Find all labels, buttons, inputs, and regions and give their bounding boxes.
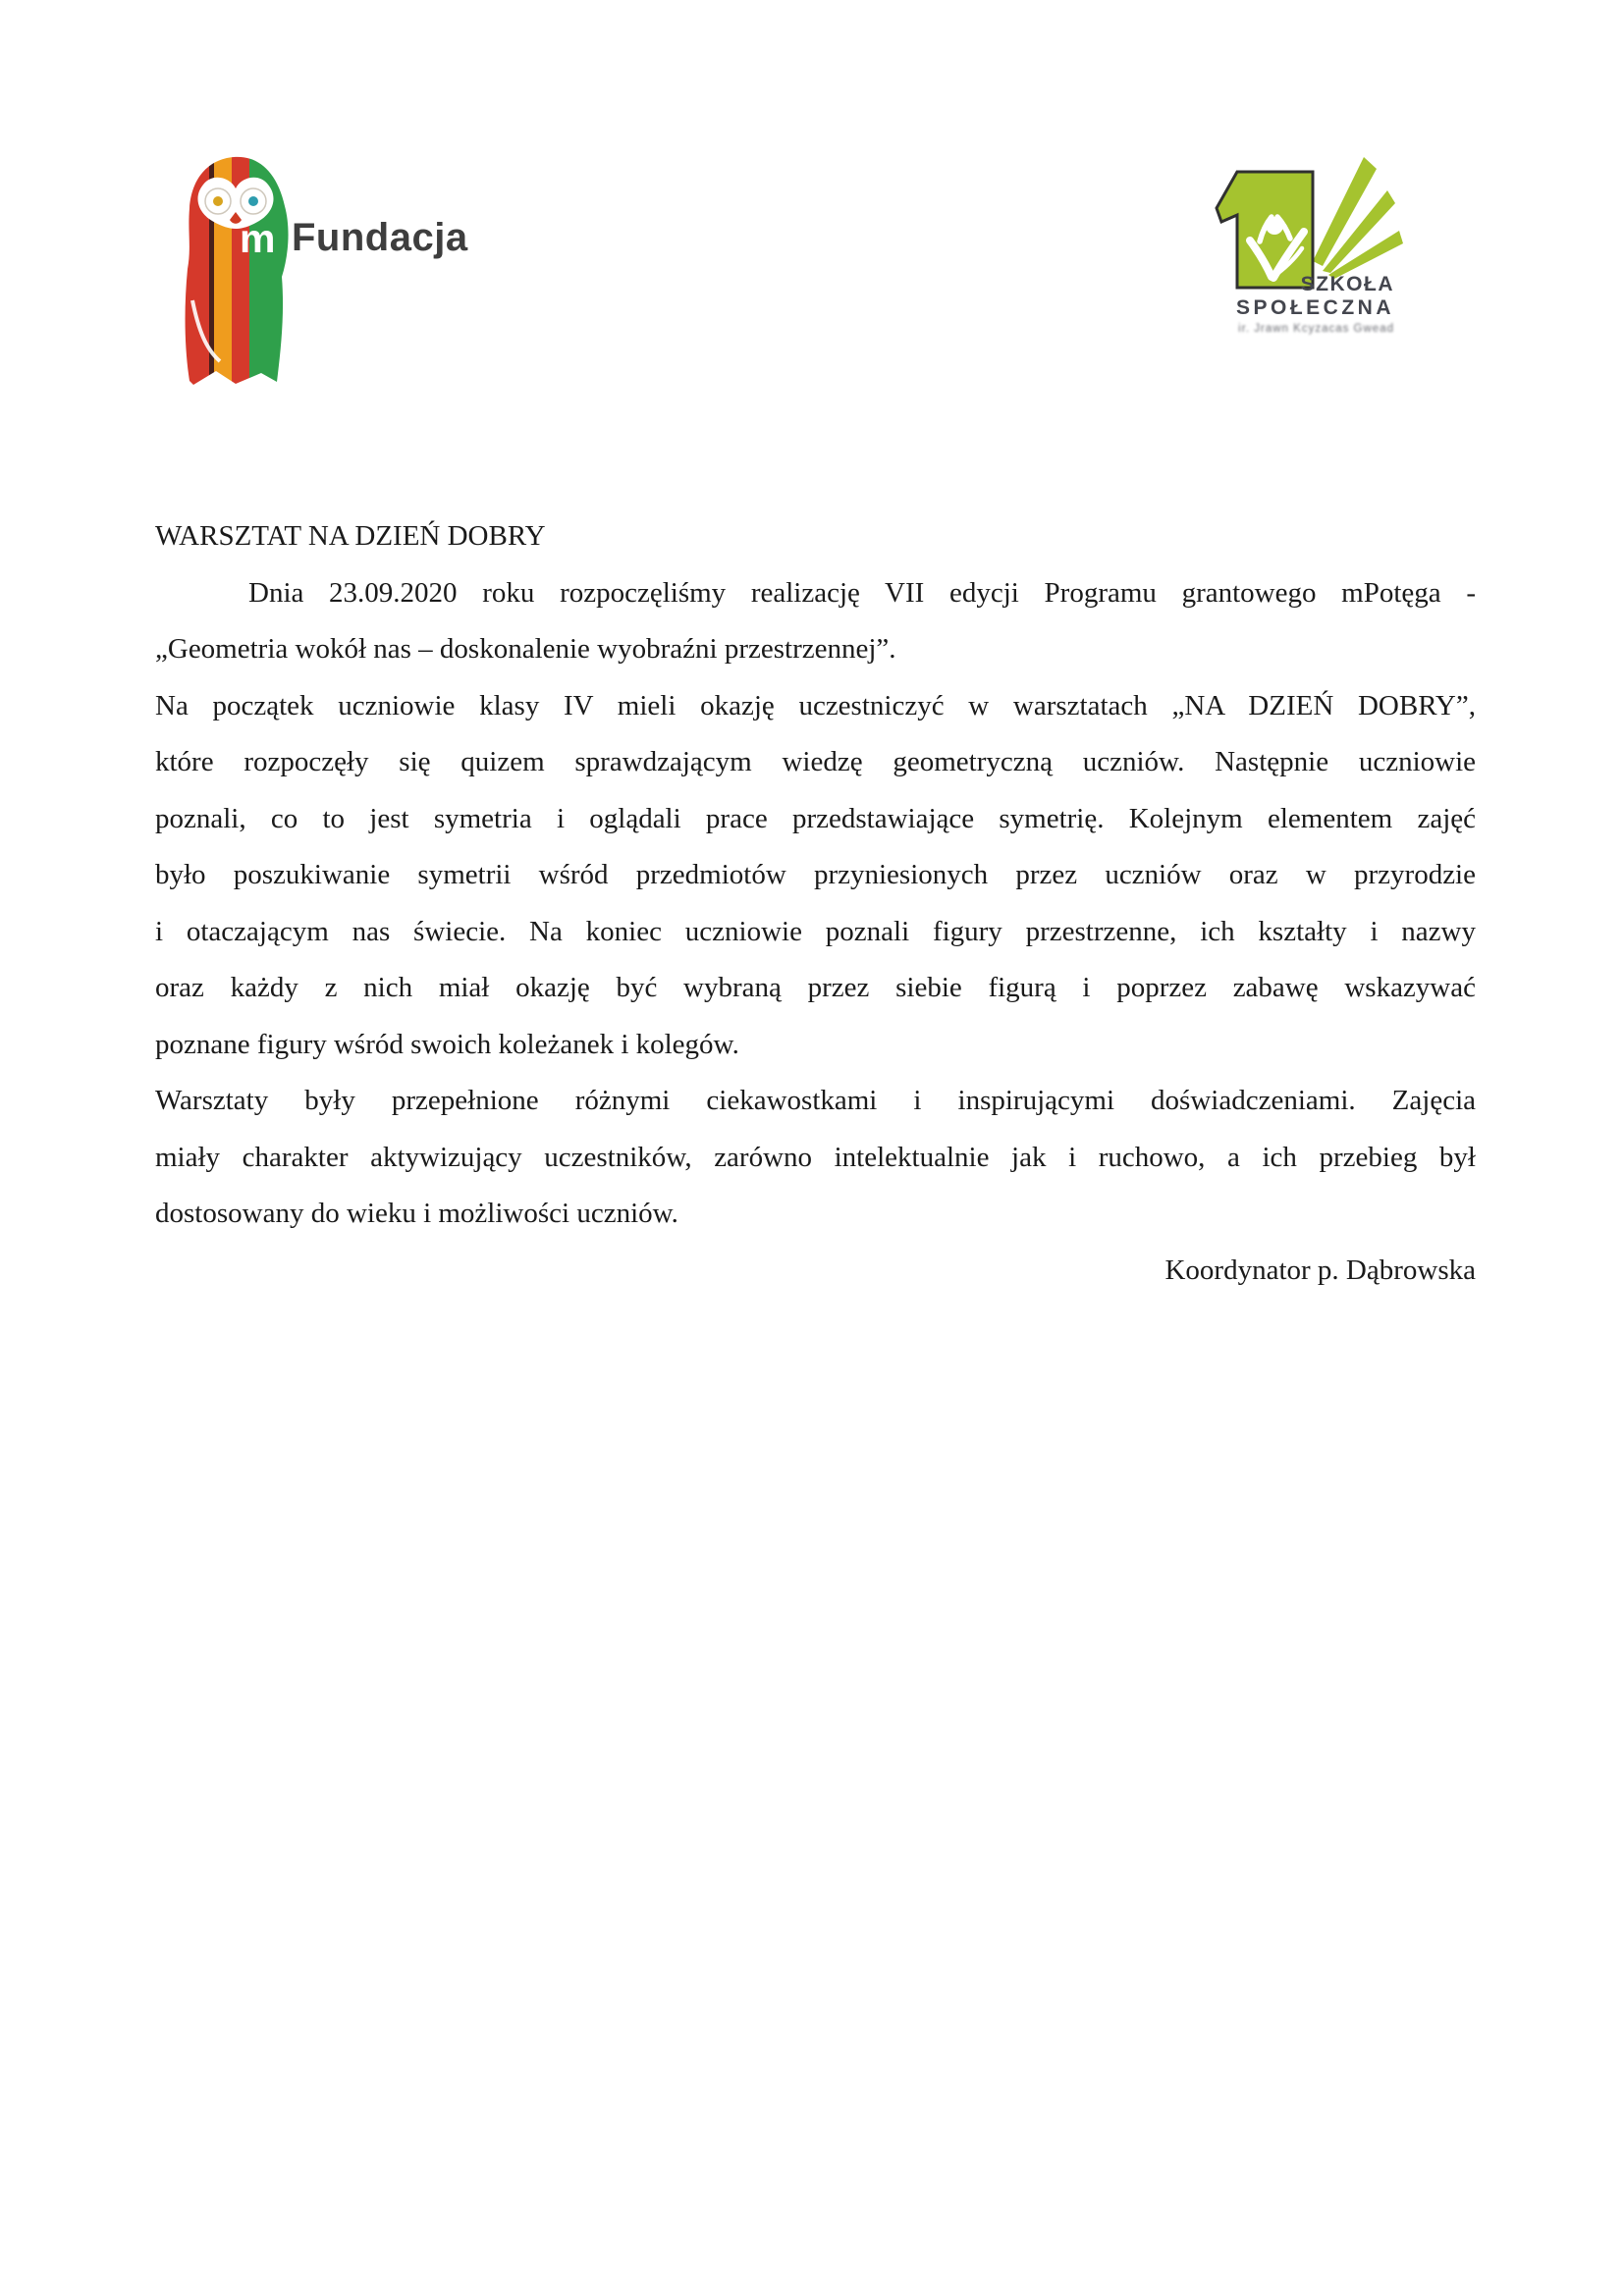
mfundacja-wordmark: Fundacja (292, 216, 468, 259)
school-name-line1: SZKOŁA (1300, 273, 1394, 295)
owl-icon (179, 155, 289, 387)
text-line: Koordynator p. Dąbrowska (1164, 1254, 1476, 1286)
text-line: oraz każdy z nich miał okazję być wybraną przez siebie figurą i poprzez zabawę wskazywać (155, 972, 1476, 1003)
letter-lines (155, 508, 1476, 1299)
school-name-subtext: ir. Jrawn Kcyzacas Gwead (1238, 323, 1394, 335)
text-line: dostosowany do wieku i możliwości uczniów. (155, 1198, 678, 1229)
text-line: „Geometria wokół nas – doskonalenie wyobraźni przestrzennej”. (155, 633, 896, 665)
text-line: które rozpoczęły się quizem sprawdzającym wiedzę geometryczną uczniów. Następnie uczniowie (155, 746, 1476, 777)
text-line: WARSZTAT NA DZIEŃ DOBRY (155, 520, 546, 552)
letter-body (155, 508, 1476, 1299)
school-name-line2: SPOŁECZNA (1235, 296, 1394, 319)
school-logo-text (1080, 273, 1394, 335)
text-line: i otaczającym nas świecie. Na koniec uczniowie poznali figury przestrzenne, ich kształty i nazwy (155, 915, 1476, 947)
book-icon (1313, 157, 1403, 279)
text-line: było poszukiwanie symetrii wśród przedmiotów przyniesionych przez uczniów oraz w przyrodzie (155, 859, 1476, 890)
text-line: Na początek uczniowie klasy IV mieli okazję uczestniczyć w warsztatach „NA DZIEŃ DOBRY”, (155, 689, 1476, 721)
mfundacja-m-letter: m (240, 216, 276, 261)
text-line: poznali, co to jest symetria i oglądali prace przedstawiające symetrię. Kolejnym elementem zajęć (155, 802, 1476, 834)
text-line: Dnia 23.09.2020 roku rozpoczęliśmy realizację VII edycji Programu grantowego mPotęga - (248, 576, 1476, 609)
text-line: miały charakter aktywizujący uczestników, zarówno intelektualnie jak i ruchowo, a ich przebieg był (155, 1141, 1476, 1173)
text-line: poznane figury wśród swoich koleżanek i kolegów. (155, 1028, 739, 1060)
text-line: Warsztaty były przepełnione różnymi ciekawostkami i inspirującymi doświadczeniami. Zajęcia (155, 1085, 1476, 1116)
